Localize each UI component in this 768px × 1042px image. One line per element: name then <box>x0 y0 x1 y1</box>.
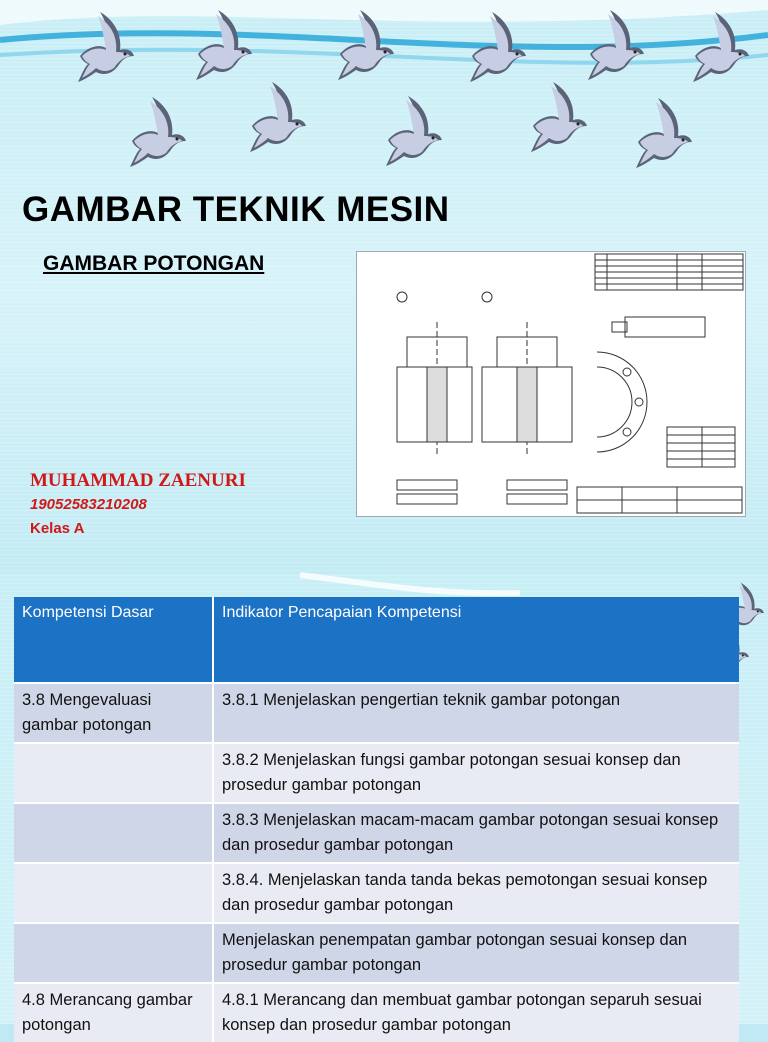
slide-title: GAMBAR TEKNIK MESIN <box>22 190 450 229</box>
dove-icon <box>523 80 587 152</box>
indikator-cell: Menjelaskan penempatan gambar potongan sesuai konsep dan prosedur gambar potongan <box>214 924 739 982</box>
kd-cell <box>14 744 214 802</box>
table-header <box>14 597 739 682</box>
dove-icon <box>242 80 306 152</box>
table-row <box>14 862 739 922</box>
dove-icon <box>580 8 644 80</box>
dove-icon <box>330 8 394 80</box>
dove-icon <box>122 95 186 167</box>
technical-drawing-image <box>356 251 746 517</box>
table-body <box>14 682 739 1042</box>
kd-cell: 3.8 Mengevaluasi gambar potongan <box>14 684 214 742</box>
kd-cell <box>14 804 214 862</box>
dove-icon <box>685 10 749 82</box>
dove-icon <box>462 10 526 82</box>
dove-icon <box>70 10 134 82</box>
indikator-cell: 4.8.1 Merancang dan membuat gambar potongan separuh sesuai konsep dan prosedur gambar potongan <box>214 984 739 1042</box>
kd-cell <box>14 924 214 982</box>
kd-cell <box>14 864 214 922</box>
indikator-cell: 3.8.2 Menjelaskan fungsi gambar potongan sesuai konsep dan prosedur gambar potongan <box>214 744 739 802</box>
table-row <box>14 742 739 802</box>
kd-cell: 4.8 Merancang gambar potongan <box>14 984 214 1042</box>
table-row <box>14 982 739 1042</box>
competency-table <box>14 597 739 1042</box>
student-id: 19052583210208 <box>30 496 147 513</box>
author-name: MUHAMMAD ZAENURI <box>30 470 246 491</box>
table-row <box>14 802 739 862</box>
header-indikator: Indikator Pencapaian Kompetensi <box>222 604 462 621</box>
class-label: Kelas A <box>30 520 85 537</box>
indikator-cell: 3.8.3 Menjelaskan macam-macam gambar potongan sesuai konsep dan prosedur gambar potongan <box>214 804 739 862</box>
table-row <box>14 682 739 742</box>
dove-icon <box>628 96 692 168</box>
indikator-cell: 3.8.4. Menjelaskan tanda tanda bekas pemotongan sesuai konsep dan prosedur gambar potongan <box>214 864 739 922</box>
dove-icon <box>188 8 252 80</box>
table-row <box>14 922 739 982</box>
header-kompetensi-dasar: Kompetensi Dasar <box>14 597 214 682</box>
indikator-cell: 3.8.1 Menjelaskan pengertian teknik gambar potongan <box>214 684 739 742</box>
dove-icon <box>378 94 442 166</box>
slide-subtitle: GAMBAR POTONGAN <box>43 252 265 275</box>
competency-slide <box>0 575 768 1034</box>
